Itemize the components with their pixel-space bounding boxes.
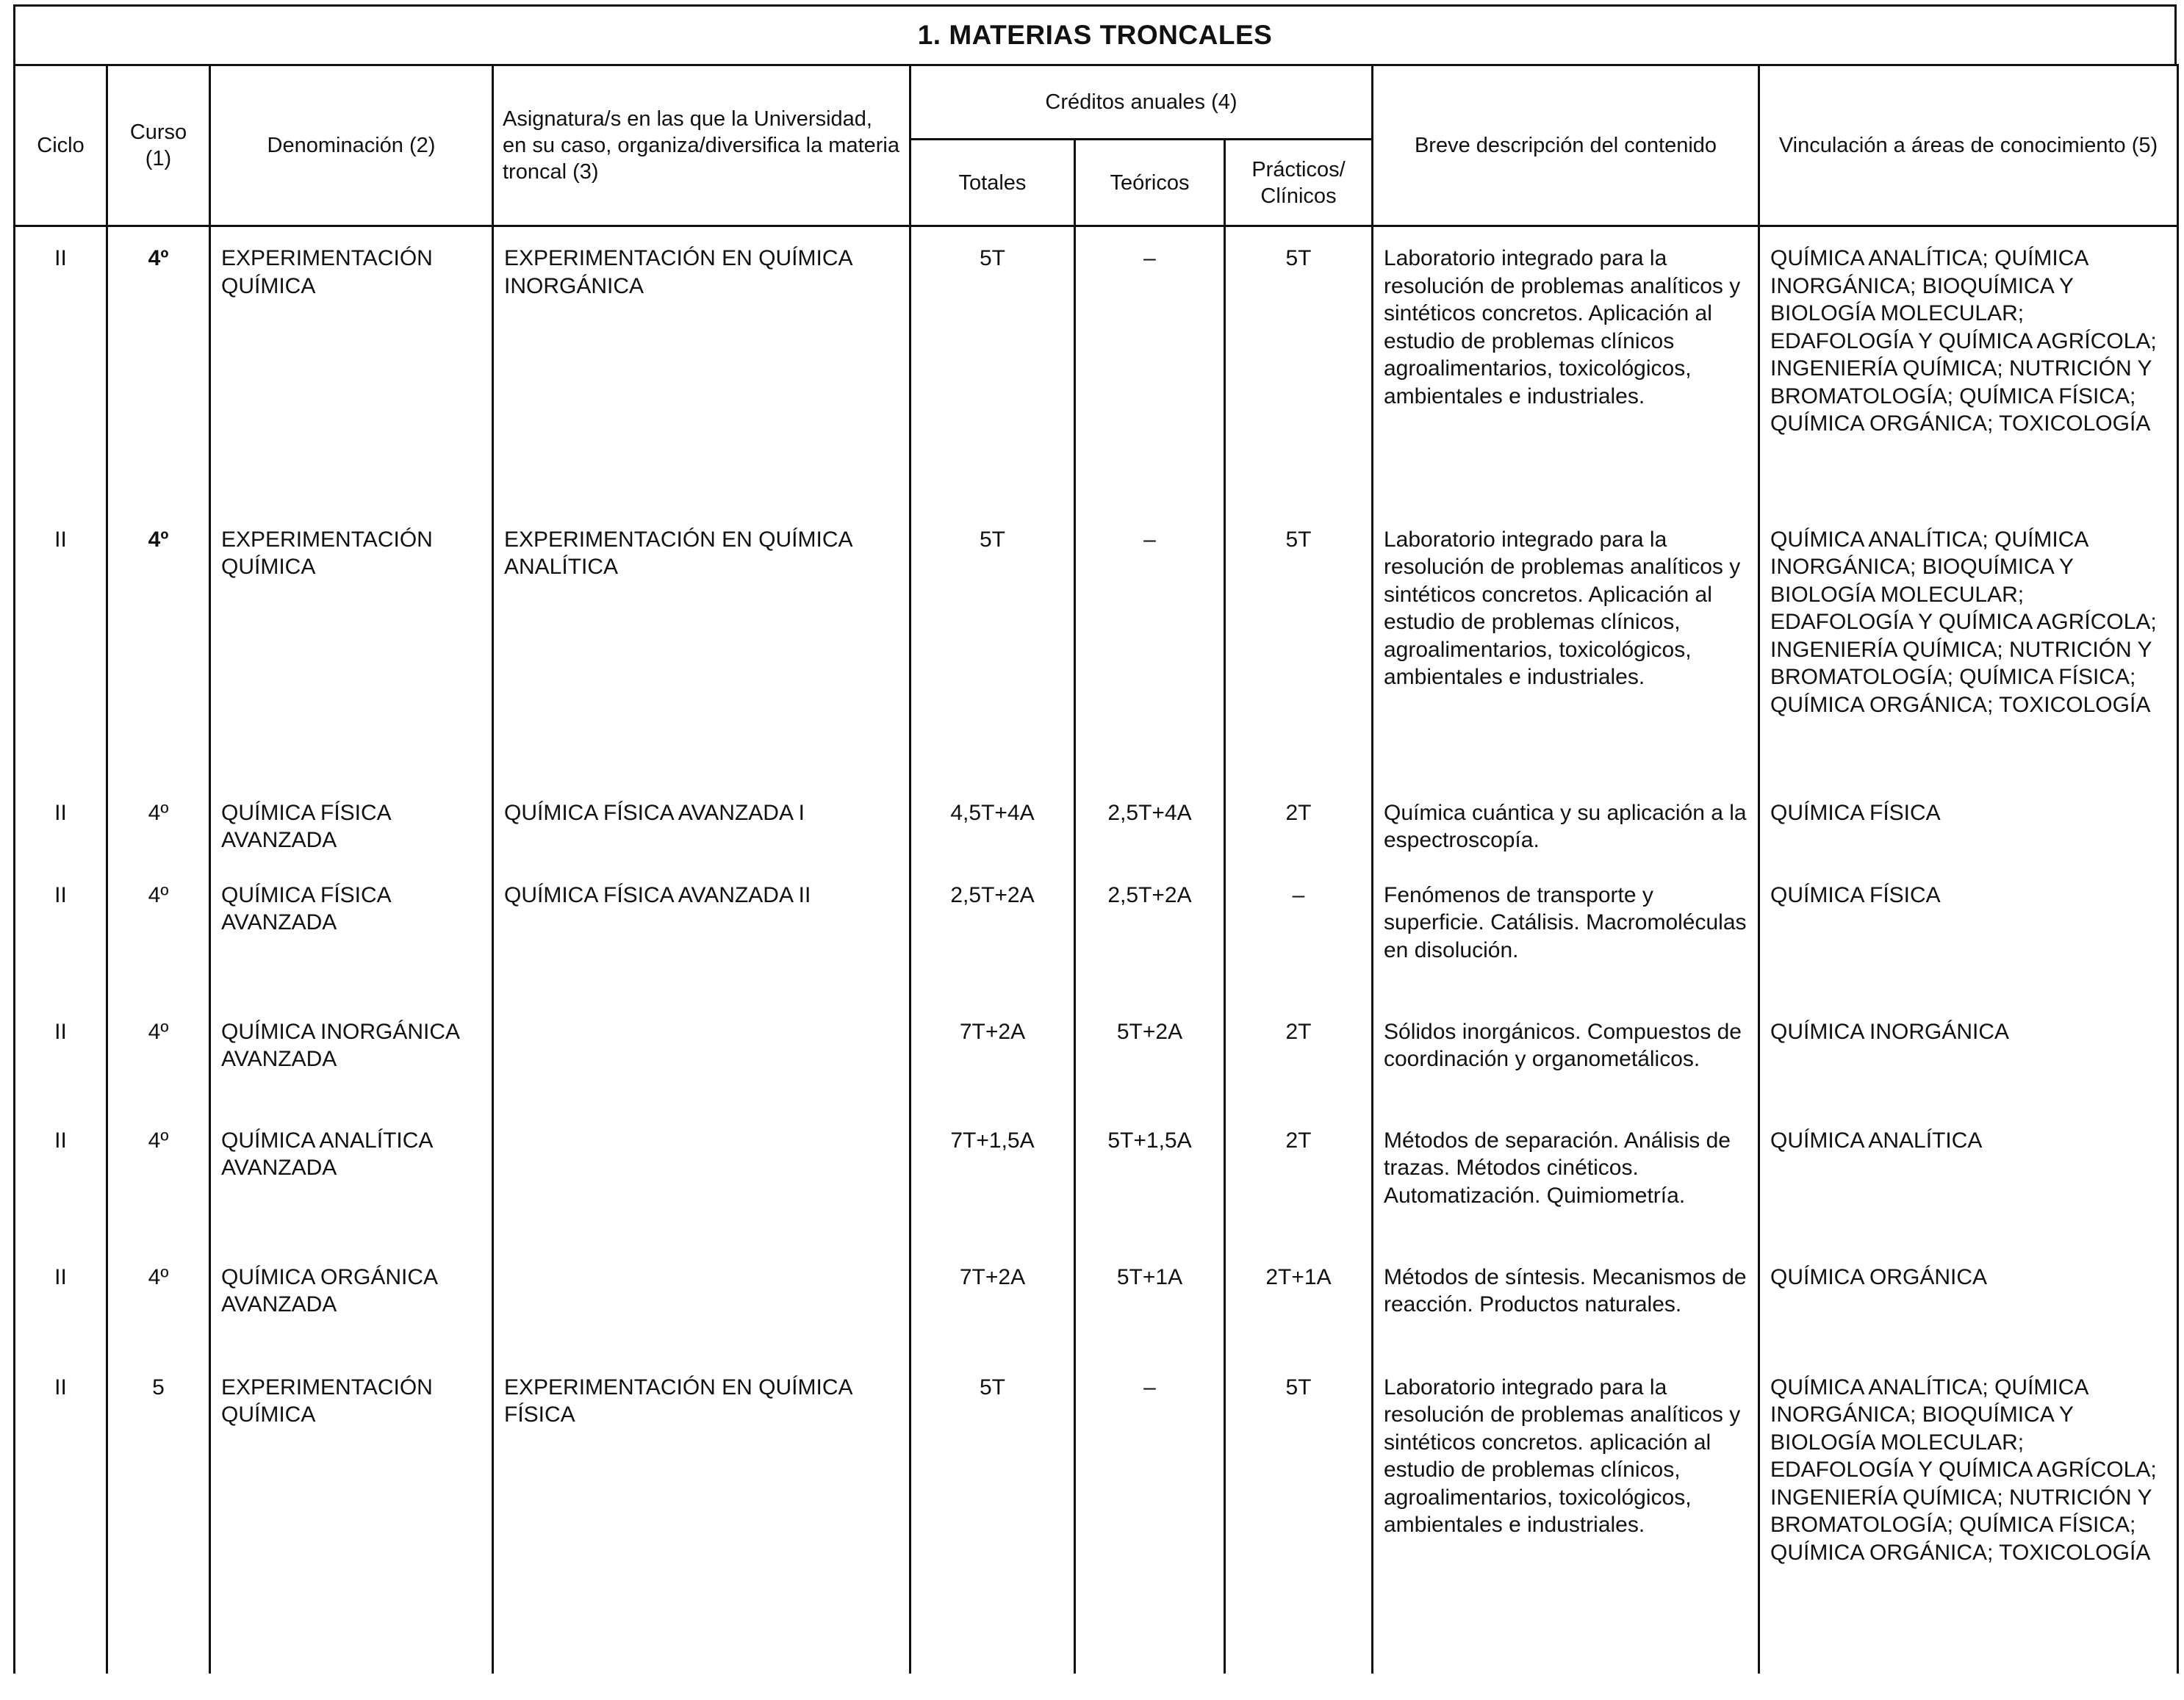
cell-curso: 4º	[107, 526, 210, 799]
cell-practicos: 2T	[1225, 1127, 1373, 1264]
cell-practicos: 2T	[1225, 1018, 1373, 1127]
cell-teoricos: 2,5T+4A	[1075, 799, 1225, 882]
cell-curso: 4º	[107, 1018, 210, 1127]
cell-practicos: –	[1225, 882, 1373, 1018]
cell-teoricos: 5T+1,5A	[1075, 1127, 1225, 1264]
cell-ciclo: II	[15, 799, 107, 882]
table-row	[15, 799, 2178, 882]
table-row	[15, 882, 2178, 1018]
cell-vinculacion: QUÍMICA ORGÁNICA	[1759, 1264, 2178, 1374]
header-descripcion: Breve descripción del contenido	[1373, 65, 1759, 226]
cell-totales: 4,5T+4A	[910, 799, 1075, 882]
cell-totales: 7T+1,5A	[910, 1127, 1075, 1264]
header-totales: Totales	[910, 140, 1075, 226]
header-creditos: Créditos anuales (4)	[910, 65, 1373, 140]
cell-denominacion: QUÍMICA INORGÁNICA AVANZADA	[210, 1018, 493, 1127]
header-curso: Curso (1)	[107, 65, 210, 226]
cell-denominacion: QUÍMICA FÍSICA AVANZADA	[210, 882, 493, 1018]
cell-asignatura	[493, 1018, 910, 1127]
table-title-bar	[13, 4, 2177, 64]
cell-practicos: 2T	[1225, 799, 1373, 882]
cell-teoricos: 5T+1A	[1075, 1264, 1225, 1374]
table-row	[15, 226, 2178, 526]
cell-asignatura	[493, 1264, 910, 1374]
table-header	[15, 65, 2178, 226]
table-row	[15, 1264, 2178, 1374]
cell-totales: 2,5T+2A	[910, 882, 1075, 1018]
cell-ciclo: II	[15, 882, 107, 1018]
cell-teoricos: 5T+2A	[1075, 1018, 1225, 1127]
cell-teoricos: –	[1075, 226, 1225, 526]
cell-denominacion: QUÍMICA ORGÁNICA AVANZADA	[210, 1264, 493, 1374]
cell-curso: 4º	[107, 882, 210, 1018]
cell-asignatura: EXPERIMENTACIÓN EN QUÍMICA ANALÍTICA	[493, 526, 910, 799]
cell-totales: 7T+2A	[910, 1018, 1075, 1127]
cell-descripcion: Fenómenos de transporte y superficie. Catálisis. Macromoléculas en disolución.	[1373, 882, 1759, 1018]
cell-denominacion: QUÍMICA ANALÍTICA AVANZADA	[210, 1127, 493, 1264]
cell-descripcion: Laboratorio integrado para la resolución de problemas analíticos y sintéticos concretos. Aplicación al estudio de problemas clínicos, agroalimentarios, toxicológicos, ambientales e industriales.	[1373, 526, 1759, 799]
cell-practicos: 5T	[1225, 226, 1373, 526]
cell-denominacion: EXPERIMENTACIÓN QUÍMICA	[210, 526, 493, 799]
cell-descripcion: Sólidos inorgánicos. Compuestos de coordinación y organometálicos.	[1373, 1018, 1759, 1127]
cell-practicos: 2T+1A	[1225, 1264, 1373, 1374]
cell-curso: 4º	[107, 1127, 210, 1264]
cell-vinculacion: QUÍMICA ANALÍTICA	[1759, 1127, 2178, 1264]
cell-vinculacion: QUÍMICA ANALÍTICA; QUÍMICA INORGÁNICA; BIOQUÍMICA Y BIOLOGÍA MOLECULAR; EDAFOLOGÍA Y QUÍMICA AGRÍCOLA; INGENIERÍA QUÍMICA; NUTRICIÓN Y BROMATOLOGÍA; QUÍMICA FÍSICA; QUÍMICA ORGÁNICA; TOXICOLOGÍA	[1759, 1374, 2178, 1674]
document-sheet	[13, 4, 2183, 1700]
cell-curso: 4º	[107, 226, 210, 526]
cell-descripcion: Métodos de síntesis. Mecanismos de reacción. Productos naturales.	[1373, 1264, 1759, 1374]
table-body	[15, 226, 2178, 1674]
cell-teoricos: –	[1075, 1374, 1225, 1674]
cell-curso: 4º	[107, 799, 210, 882]
cell-totales: 5T	[910, 226, 1075, 526]
table-title: 1. MATERIAS TRONCALES	[917, 20, 1273, 50]
cell-curso: 5	[107, 1374, 210, 1674]
cell-asignatura	[493, 1127, 910, 1264]
header-practicos: Prácticos/ Clínicos	[1225, 140, 1373, 226]
cell-denominacion: EXPERIMENTACIÓN QUÍMICA	[210, 1374, 493, 1674]
header-denominacion: Denominación (2)	[210, 65, 493, 226]
cell-ciclo: II	[15, 1374, 107, 1674]
cell-vinculacion: QUÍMICA INORGÁNICA	[1759, 1018, 2178, 1127]
cell-vinculacion: QUÍMICA ANALÍTICA; QUÍMICA INORGÁNICA; BIOQUÍMICA Y BIOLOGÍA MOLECULAR; EDAFOLOGÍA Y QUÍMICA AGRÍCOLA; INGENIERÍA QUÍMICA; NUTRICIÓN Y BROMATOLOGÍA; QUÍMICA FÍSICA; QUÍMICA ORGÁNICA; TOXICOLOGÍA	[1759, 226, 2178, 526]
cell-teoricos: 2,5T+2A	[1075, 882, 1225, 1018]
cell-ciclo: II	[15, 1018, 107, 1127]
cell-teoricos: –	[1075, 526, 1225, 799]
header-vinculacion: Vinculación a áreas de conocimiento (5)	[1759, 65, 2178, 226]
cell-vinculacion: QUÍMICA FÍSICA	[1759, 882, 2178, 1018]
header-ciclo: Ciclo	[15, 65, 107, 226]
cell-denominacion: QUÍMICA FÍSICA AVANZADA	[210, 799, 493, 882]
cell-ciclo: II	[15, 1127, 107, 1264]
cell-descripcion: Química cuántica y su aplicación a la espectroscopía.	[1373, 799, 1759, 882]
cell-totales: 7T+2A	[910, 1264, 1075, 1374]
table-row	[15, 1374, 2178, 1674]
cell-descripcion: Métodos de separación. Análisis de trazas. Métodos cinéticos. Automatización. Quimiometría.	[1373, 1127, 1759, 1264]
cell-asignatura: EXPERIMENTACIÓN EN QUÍMICA FÍSICA	[493, 1374, 910, 1674]
cell-vinculacion: QUÍMICA ANALÍTICA; QUÍMICA INORGÁNICA; BIOQUÍMICA Y BIOLOGÍA MOLECULAR; EDAFOLOGÍA Y QUÍMICA AGRÍCOLA; INGENIERÍA QUÍMICA; NUTRICIÓN Y BROMATOLOGÍA; QUÍMICA FÍSICA; QUÍMICA ORGÁNICA; TOXICOLOGÍA	[1759, 526, 2178, 799]
cell-totales: 5T	[910, 526, 1075, 799]
header-teoricos: Teóricos	[1075, 140, 1225, 226]
cell-totales: 5T	[910, 1374, 1075, 1674]
table-row	[15, 1018, 2178, 1127]
cell-vinculacion: QUÍMICA FÍSICA	[1759, 799, 2178, 882]
cell-ciclo: II	[15, 1264, 107, 1374]
cell-descripcion: Laboratorio integrado para la resolución de problemas analíticos y sintéticos concretos. Aplicación al estudio de problemas clínicos agroalimentarios, toxicológicos, ambientales e industriales.	[1373, 226, 1759, 526]
cell-ciclo: II	[15, 226, 107, 526]
cell-practicos: 5T	[1225, 1374, 1373, 1674]
cell-asignatura: QUÍMICA FÍSICA AVANZADA I	[493, 799, 910, 882]
cell-denominacion: EXPERIMENTACIÓN QUÍMICA	[210, 226, 493, 526]
cell-curso: 4º	[107, 1264, 210, 1374]
cell-descripcion: Laboratorio integrado para la resolución de problemas analíticos y sintéticos concretos. aplicación al estudio de problemas clínicos, agroalimentarios, toxicológicos, ambientales e industriales.	[1373, 1374, 1759, 1674]
header-asignatura: Asignatura/s en las que la Universidad, en su caso, organiza/diversifica la materia troncal (3)	[493, 65, 910, 226]
table-row	[15, 1127, 2178, 1264]
materias-table	[13, 64, 2179, 1674]
table-row	[15, 526, 2178, 799]
cell-asignatura: QUÍMICA FÍSICA AVANZADA II	[493, 882, 910, 1018]
cell-ciclo: II	[15, 526, 107, 799]
cell-practicos: 5T	[1225, 526, 1373, 799]
cell-asignatura: EXPERIMENTACIÓN EN QUÍMICA INORGÁNICA	[493, 226, 910, 526]
